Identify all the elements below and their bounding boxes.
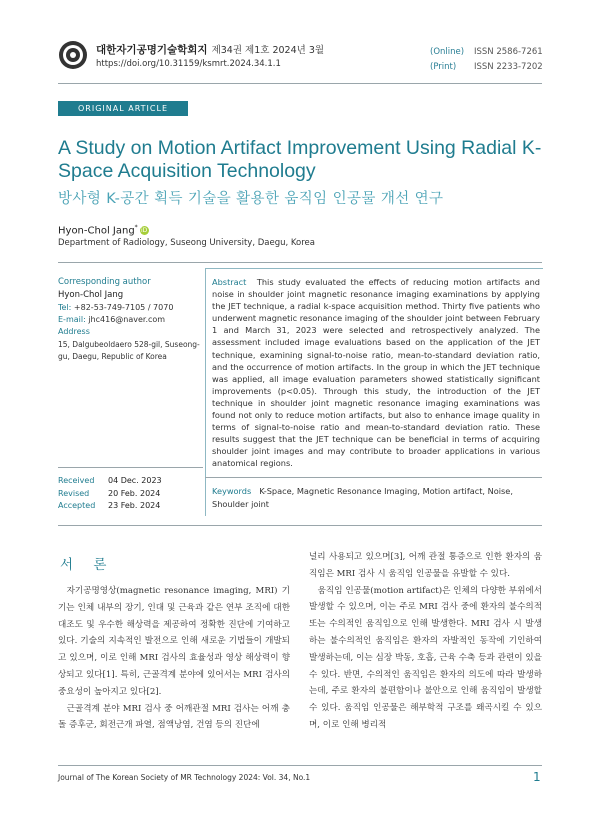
- accepted-date: 23 Feb. 2024: [108, 501, 161, 510]
- sidebar-divider: [58, 467, 203, 468]
- author-line: [58, 224, 149, 236]
- paragraph: 널리 사용되고 있으며[3], 어깨 관절 통증으로 인한 환자의 움직임은 MRI 검사 시 움직임 인공물을 유발할 수 있다.: [309, 552, 542, 579]
- keywords-divider: [205, 477, 542, 478]
- tel-label: Tel:: [58, 303, 72, 312]
- footer-divider: [58, 765, 542, 766]
- body-right-column: [309, 549, 542, 734]
- section-title-introduction: 서 론: [60, 557, 115, 573]
- journal-logo-icon: [58, 40, 88, 70]
- keywords: [212, 485, 540, 511]
- abstract-body: This study evaluated the effects of reducing motion artifacts and noise in shoulder joint magnetic resonance imaging examinations by applying the JET technique, a radial k-space acquisition method. Thirty five patients who underwent magnetic resonance imaging of the shoulder joint between February 1 and March 31, 2023 were selected and retrospectively analyzed. The assessment included image evaluations based on the application of the JET technique, examining signal-to-noise ratio, mean-to-standard deviation ratio, and the occurrence of motion artifacts. In the group in which the JET technique was applied, all image evaluation parameters showed statistically significant improvements (p<0.05). Through this study, the introduction of the JET technique in shoulder joint magnetic resonance imaging examinations was found not only to reduce motion artifacts, but also to enhance image quality in terms of signal-to-noise ratio and mean-to-standard deviation ratio. These results suggest that the JET technique can be beneficial in terms of acquiring shoulder joint images and may contribute to broader applications in various anatomical regions.: [212, 277, 540, 469]
- issn-print-row: [430, 60, 543, 75]
- tel-value: +82-53-749-7105 / 7070: [73, 303, 174, 312]
- footer-journal: Journal of The Korean Society of MR Technology 2024: Vol. 34, No.1: [58, 773, 311, 782]
- abstract-bottom-divider: [58, 525, 542, 526]
- keywords-label: Keywords: [212, 486, 252, 496]
- title-divider: [58, 262, 542, 263]
- issn-online-row: [430, 45, 543, 60]
- corresponding-tel: [58, 303, 173, 312]
- issn-print: ISSN 2233-7202: [474, 62, 543, 72]
- body-left-column: [58, 583, 290, 734]
- revised-row: [58, 488, 162, 501]
- issn-print-label: (Print): [430, 62, 457, 72]
- revised-label: Revised: [58, 488, 90, 498]
- corresponding-name: Hyon-Chol Jang: [58, 290, 124, 300]
- page-number: 1: [533, 770, 541, 784]
- volume-info: 제34권 제1호 2024년 3월: [211, 45, 325, 56]
- affiliation: Department of Radiology, Suseong University, Daegu, Korea: [58, 238, 315, 248]
- article-type-badge: ORIGINAL ARTICLE: [58, 101, 188, 116]
- received-row: [58, 475, 162, 488]
- accepted-label: Accepted: [58, 501, 96, 510]
- author-mark: *: [134, 224, 138, 231]
- abstract: [212, 276, 540, 470]
- issn-online-label: (Online): [430, 47, 465, 57]
- abstract-label: Abstract: [212, 277, 247, 287]
- issn-online: ISSN 2586-7261: [474, 47, 543, 57]
- corresponding-heading: Corresponding author: [58, 277, 151, 287]
- keywords-list: K-Space, Magnetic Resonance Imaging, Motion artifact, Noise, Shoulder joint: [212, 486, 513, 509]
- revised-date: 20 Feb. 2024: [108, 488, 161, 498]
- accepted-row: [58, 500, 162, 513]
- history-dates: [58, 475, 162, 513]
- corresponding-email: [58, 315, 165, 324]
- address-value: 15, Dalgubeoldaero 528-gil, Suseong-gu, Daegu, Republic of Korea: [58, 340, 200, 361]
- header-divider: [58, 83, 542, 84]
- journal-name: [96, 42, 324, 57]
- received-date: 04 Dec. 2023: [108, 476, 162, 485]
- address-label: Address: [58, 327, 90, 336]
- email-label: E-mail:: [58, 315, 86, 324]
- received-label: Received: [58, 476, 95, 485]
- paragraph: 움직임 인공물(motion artifact)은 인체의 다양한 부위에서 발생할 수 있으며, 이는 주로 MRI 검사 중에 환자의 불수의적 또는 수의적인 움직임으로 인해 발생한다. MRI 검사 시 발생하는 불수의적인 움직임은 환자의 자발적인 동작에 기인하여 발생하는데, 이는 심장 박동, 호흡, 근육 수축 등과 관련이 있을 수 있다. 반면, 수의적인 움직임은 환자의 의도에 따라 발생하는데, 주로 환자의 불편함이나 불안으로 인해 움직임이 발생할 수 있다. 움직임 인공물은 해부학적 구조를 왜곡시킬 수 있으며, 이로 인해 병리적: [309, 585, 542, 730]
- journal-name-text: 대한자기공명기술학회지: [96, 44, 208, 56]
- paragraph: 자기공명영상(magnetic resonance imaging, MRI) 기기는 인체 내부의 장기, 인대 및 근육과 같은 연부 조직에 대한 대조도 및 우수한 해상력을 제공하여 정확한 진단에 기여하고 있다. 기술의 지속적인 발전으로 인해 새로운 기법들이 개발되고 있으며, 이로 인해 MRI 검사의 효율성과 영상 해상력이 향상되고 있다[1]. 특히, 근골격계 분야에 있어서는 MRI 검사의 중요성이 높아지고 있다[2].: [58, 586, 290, 697]
- issn-block: [430, 45, 543, 75]
- title-korean: 방사형 K-공간 획득 기술을 활용한 움직임 인공물 개선 연구: [58, 191, 444, 207]
- orcid-icon[interactable]: iD: [141, 226, 148, 234]
- author-name[interactable]: Hyon-Chol Jang: [58, 225, 135, 237]
- doi-link[interactable]: https://doi.org/10.31159/ksmrt.2024.34.1.1: [96, 59, 281, 69]
- title-english: A Study on Motion Artifact Improvement Using Radial K-Space Acquisition Technology: [58, 137, 542, 182]
- paragraph: 근골격계 분야 MRI 검사 중 어깨관절 MRI 검사는 어깨 충돌 증후군, 회전근개 파열, 점액낭염, 건염 등의 진단에: [58, 703, 290, 731]
- email-value[interactable]: jhc416@naver.com: [88, 315, 166, 324]
